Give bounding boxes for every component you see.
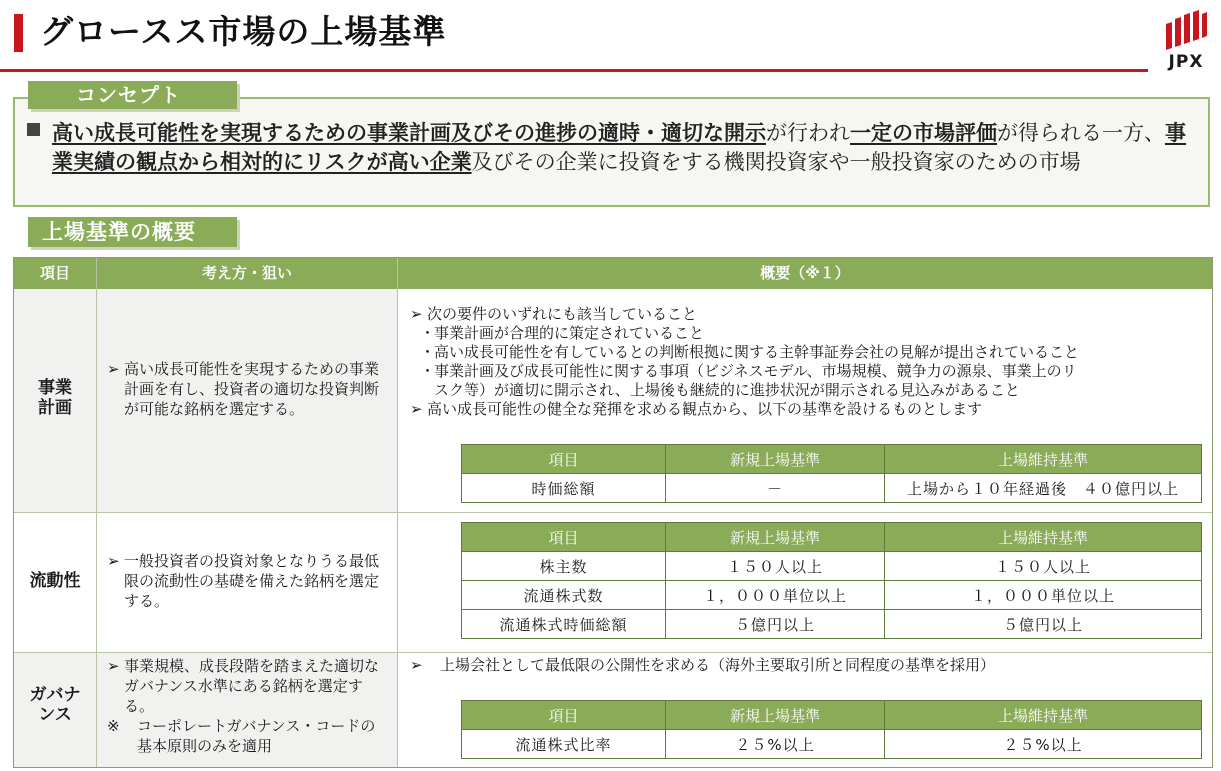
concept-tab: コンセプト — [28, 81, 237, 109]
governance-note — [107, 716, 382, 756]
header-aim: 考え方・狙い — [97, 258, 397, 289]
table-cell: 時価総額 — [462, 474, 666, 503]
overview-tab: 上場基準の概要 — [28, 217, 237, 247]
listing-criteria-table — [13, 257, 1213, 768]
table-cell: ５億円以上 — [885, 610, 1202, 639]
requirement-intro: 次の要件のいずれにも該当していること — [427, 305, 698, 323]
arrow-bullet-icon: ➢ — [107, 657, 120, 675]
concept-text-part: 事業実績の観点から相対的にリスクが高い企業 — [52, 121, 1186, 174]
note-mark: ※ — [107, 717, 120, 735]
arrow-bullet-icon: ➢ — [107, 552, 120, 570]
aim-text: 一般投資者の投資対象となりうる最低限の流動性の基礎を備えた銘柄を選定する。 — [124, 552, 380, 610]
table-cell: ２５%以上 — [666, 730, 885, 759]
requirement-item: スク等）が適切に開示され、上場後も継続的に進捗状況が開示される見込みがあること — [434, 381, 1020, 399]
dot-bullet-icon: ・ — [420, 324, 436, 342]
concept-text-part: 高い成長可能性を実現するための事業計画及びその進捗の適時・適切な開示 — [52, 121, 766, 145]
concept-text-part: 及びその企業に投資をする機関投資家や一般投資家のための市場 — [471, 150, 1081, 174]
table-row — [462, 552, 1202, 581]
row-label-line: 計画 — [38, 398, 72, 418]
table-cell: 株主数 — [462, 552, 666, 581]
aim-text: 事業規模、成長段階を踏まえた適切なガバナンス水準にある銘柄を選定する。 — [124, 657, 380, 715]
column-header: 上場維持基準 — [885, 445, 1202, 474]
concept-text-part: 一定の市場評価 — [850, 121, 997, 145]
dot-bullet-icon: ・ — [420, 343, 436, 361]
arrow-bullet-icon: ➢ — [410, 305, 423, 323]
concept-text-part: が得られる一方、 — [997, 121, 1165, 145]
column-header: 上場維持基準 — [885, 523, 1202, 552]
jpx-logo-mark-icon — [1164, 10, 1208, 50]
row-label-line: 事業 — [38, 378, 72, 398]
table-row — [462, 581, 1202, 610]
row-label-line: ンス — [38, 705, 72, 725]
liquidity-table — [461, 522, 1202, 639]
jpx-logo-text: JPX — [1168, 52, 1204, 72]
table-cell: ２５%以上 — [885, 730, 1202, 759]
table-cell: １５０人以上 — [666, 552, 885, 581]
table-row — [462, 730, 1202, 759]
column-header: 新規上場基準 — [666, 445, 885, 474]
row-label-line: ガバナ — [29, 685, 81, 705]
title-divider — [0, 69, 1148, 72]
requirements-governance — [410, 656, 1210, 675]
table-cell: 流通株式比率 — [462, 730, 666, 759]
dot-bullet-icon: ・ — [420, 362, 436, 380]
row-divider — [14, 652, 1212, 653]
arrow-bullet-icon: ➢ — [410, 400, 423, 418]
aim-governance — [107, 656, 382, 756]
column-header: 上場維持基準 — [885, 701, 1202, 730]
float-ratio-table — [461, 700, 1202, 759]
table-cell: ５億円以上 — [666, 610, 885, 639]
table-cell: １，０００単位以上 — [666, 581, 885, 610]
aim-liquidity — [107, 551, 382, 611]
column-header: 新規上場基準 — [666, 523, 885, 552]
arrow-bullet-icon: ➢ — [410, 656, 423, 674]
table-cell: １，０００単位以上 — [885, 581, 1202, 610]
row-divider — [14, 512, 1212, 513]
column-header: 項目 — [462, 523, 666, 552]
concept-text-part: が行われ — [766, 121, 850, 145]
aim-text: 高い成長可能性を実現するための事業計画を有し、投資者の適切な投資判断が可能な銘柄を選定する。 — [124, 360, 380, 418]
table-cell: １５０人以上 — [885, 552, 1202, 581]
market-cap-table — [461, 444, 1202, 503]
square-bullet-icon — [27, 123, 40, 136]
page-title: グロースス市場の上場基準 — [40, 12, 447, 51]
note-text: コーポレートガバナンス・コードの基本原則のみを適用 — [137, 717, 376, 755]
table-row — [462, 610, 1202, 639]
column-header: 項目 — [462, 701, 666, 730]
requirement-outro: 高い成長可能性の健全な発揮を求める観点から、以下の基準を設けるものとします — [427, 400, 983, 418]
requirement-item: 高い成長可能性を有しているとの判断根拠に関する主幹事証券会社の見解が提出されていること — [434, 343, 1080, 361]
jpx-logo — [1162, 8, 1210, 78]
row-label-governance — [14, 685, 96, 725]
requirements-business-plan — [410, 305, 1210, 419]
column-header: 新規上場基準 — [666, 701, 885, 730]
table-cell: 上場から１０年経過後 ４０億円以上 — [885, 474, 1202, 503]
header-summary: 概要（※１） — [398, 258, 1212, 289]
table-cell: － — [666, 474, 885, 503]
table-row — [462, 474, 1202, 503]
requirement-item: 事業計画が合理的に策定されていること — [434, 324, 705, 342]
requirement-intro: 上場会社として最低限の公開性を求める（海外主要取引所と同程度の基準を採用） — [440, 656, 996, 674]
concept-text — [52, 119, 1202, 177]
requirement-item: 事業計画及び成長可能性に関する事項（ビジネスモデル、市場規模、競争力の源泉、事業上のリ — [434, 362, 1077, 380]
row-label-liquidity: 流動性 — [29, 571, 81, 591]
column-header: 項目 — [462, 445, 666, 474]
title-accent-bar — [14, 14, 23, 52]
header-item: 項目 — [14, 258, 96, 289]
row-label-business-plan — [14, 378, 96, 418]
table-cell: 流通株式数 — [462, 581, 666, 610]
aim-business-plan — [107, 359, 382, 419]
table-cell: 流通株式時価総額 — [462, 610, 666, 639]
arrow-bullet-icon: ➢ — [107, 360, 120, 378]
